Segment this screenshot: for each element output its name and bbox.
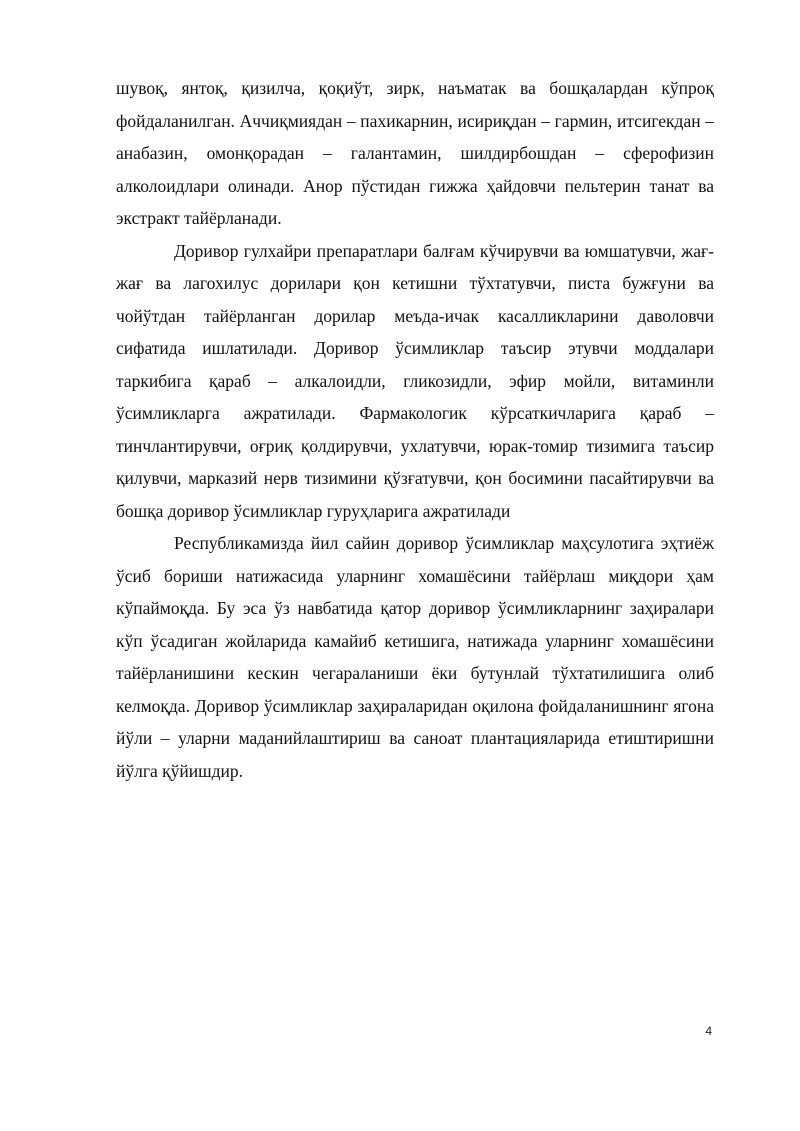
paragraph-republic-demand: Республикамизда йил сайин доривор ўсимликлар маҳсулотига эҳтиёж ўсиб бориши натижасида уларнинг хомашёсини тайёрлаш миқдори ҳам кўпаймоқда. Бу эса ўз навбатида қатор доривор ўсимликларнинг заҳиралари кўп ўсадиган жойларида камайиб кетишига, натижада уларнинг хомашёсини тайёрланишини кескин чегараланиши ёки бутунлай тўхтатилишига олиб келмоқда. Доривор ўсимликлар заҳираларидан оқилона фойдаланишнинг ягона йўли – уларни маданийлаштириш ва саноат плантацияларида етиштиришни йўлга қўйишдир. — [116, 533, 714, 781]
paragraph-medicinal-preparations: Доривор гулхайри препаратлари балғам кўчирувчи ва юмшатувчи, жағ-жағ ва лагохилус дорилари қон кетишни тўхтатувчи, писта бужғуни ва чойўтдан тайёрланган дорилар меъда-ичак касалликларини даволовчи сифатида ишлатилади. Доривор ўсимликлар таъсир этувчи моддалари таркибига қараб – алкалоидли, гликозидли, эфир мойли, витаминли ўсимликларга ажратилади. Фармакологик кўрсаткичларига қараб – тинчлантирувчи, оғриқ қолдирувчи, ухлатувчи, юрак-томир тизимига таъсир қилувчи, марказий нерв тизимини қўзғатувчи, қон босимини пасайтирувчи ва бошқа доривор ўсимликлар гуруҳларига ажратилади — [116, 240, 714, 521]
paragraph-continuation: шувоқ, янтоқ, қизилча, қоқиўт, зирк, наъматак ва бошқалардан кўпроқ фойдаланилган. Аччиқмиядан – пахикарнин, исириқдан – гармин, итсигекдан – анабазин, омонқорадан – галантамин, шилдирбошдан – сферофизин алколоидлари олинади. Анор пўстидан гижжа ҳайдовчи пельтерин танат ва экстракт тайёрланади. — [116, 78, 714, 228]
page-number: 4 — [705, 1024, 712, 1038]
document-body — [116, 72, 714, 787]
